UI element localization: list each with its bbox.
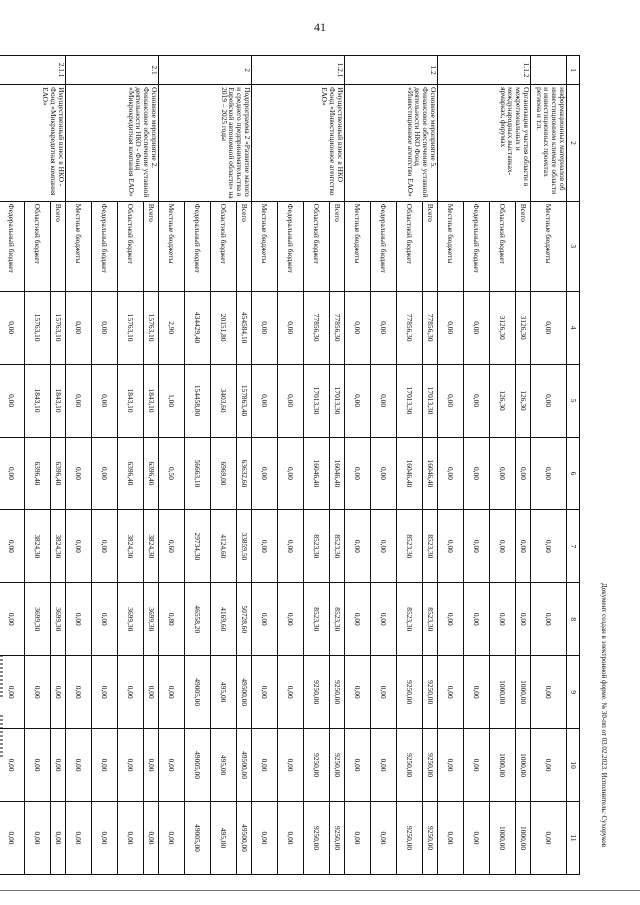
amount-cell: 0,00 — [438, 656, 464, 729]
amount-cell: 77856,30 — [423, 291, 438, 364]
amount-cell: 0,00 — [345, 583, 371, 656]
amount-cell: 4124,60 — [211, 510, 237, 583]
amount-cell: 0,00 — [345, 510, 371, 583]
funding-source: Местные бюджеты — [531, 201, 567, 291]
item-number: 2 — [159, 56, 252, 85]
amount-cell: 495,00 — [211, 729, 237, 802]
item-number: 1.2.1 — [252, 56, 345, 85]
amount-cell: 15763,10 — [118, 291, 144, 364]
funding-source: Областной бюджет — [25, 201, 51, 291]
amount-cell: 0,00 — [278, 364, 304, 437]
amount-cell: 0,00 — [92, 802, 118, 875]
table-row — [330, 56, 345, 875]
funding-source: Областной бюджет — [118, 201, 144, 291]
amount-cell: 0,00 — [438, 510, 464, 583]
column-number: 4 — [567, 291, 580, 364]
column-number: 5 — [567, 364, 580, 437]
funding-source: Областной бюджет — [211, 201, 237, 291]
amount-cell: 0,00 — [66, 437, 92, 510]
amount-cell: 0,00 — [371, 729, 397, 802]
amount-cell: 63632,60 — [237, 437, 252, 510]
item-description: Организация участия области в межрегиональных и международных выставках-ярмарках, форумах — [438, 85, 531, 202]
amount-cell: 0,00 — [0, 364, 25, 437]
amount-cell: 17013,30 — [423, 364, 438, 437]
amount-cell: 3699,30 — [51, 583, 66, 656]
amount-cell: 3824,30 — [118, 510, 144, 583]
funding-source: Областной бюджет — [304, 201, 330, 291]
amount-cell: 9250,00 — [397, 729, 423, 802]
amount-cell: 33859,50 — [237, 510, 252, 583]
table-row — [516, 56, 531, 875]
amount-cell: 9250,00 — [330, 656, 345, 729]
amount-cell: 0,00 — [531, 364, 567, 437]
amount-cell: 0,00 — [464, 802, 490, 875]
amount-cell: 9250,00 — [423, 729, 438, 802]
funding-source: Федеральный бюджет — [92, 201, 118, 291]
amount-cell: 1000,00 — [516, 656, 531, 729]
funding-source: Всего — [237, 201, 252, 291]
amount-cell: 0,00 — [92, 364, 118, 437]
amount-cell: 8523,30 — [423, 583, 438, 656]
column-number: 2 — [567, 85, 580, 202]
funding-source: Всего — [330, 201, 345, 291]
amount-cell: 0,00 — [92, 291, 118, 364]
funding-source: Местные бюджеты — [252, 201, 278, 291]
amount-cell: 0,00 — [278, 291, 304, 364]
amount-cell: 0,00 — [66, 802, 92, 875]
amount-cell: 0,00 — [278, 437, 304, 510]
amount-cell: 1,00 — [159, 364, 185, 437]
amount-cell: 0,00 — [51, 802, 66, 875]
amount-cell: 3699,30 — [118, 583, 144, 656]
amount-cell: 0,00 — [144, 656, 159, 729]
amount-cell: 9250,00 — [423, 656, 438, 729]
amount-cell: 15763,10 — [25, 291, 51, 364]
amount-cell: 17013,30 — [330, 364, 345, 437]
funding-source: Областной бюджет — [490, 201, 516, 291]
column-number: 1 — [567, 56, 580, 85]
amount-cell: 0,00 — [51, 729, 66, 802]
amount-cell: 0,00 — [252, 729, 278, 802]
amount-cell: 9250,00 — [397, 802, 423, 875]
amount-cell: 1843,10 — [144, 364, 159, 437]
amount-cell: 0,00 — [252, 510, 278, 583]
amount-cell: 9250,00 — [304, 656, 330, 729]
funding-source: Федеральный бюджет — [0, 201, 25, 291]
amount-cell: 0,00 — [252, 583, 278, 656]
amount-cell: 8523,30 — [423, 510, 438, 583]
amount-cell: 3126,30 — [516, 291, 531, 364]
amount-cell: 0,00 — [252, 437, 278, 510]
amount-cell: 4169,60 — [211, 583, 237, 656]
amount-cell: 0,00 — [490, 583, 516, 656]
amount-cell: 0,00 — [531, 583, 567, 656]
amount-cell: 0,00 — [0, 437, 25, 510]
amount-cell: 0,00 — [66, 656, 92, 729]
amount-cell: 0,00 — [438, 291, 464, 364]
column-number: 9 — [567, 656, 580, 729]
funding-source: Всего — [51, 201, 66, 291]
amount-cell: 0,00 — [345, 656, 371, 729]
amount-cell: 9250,00 — [330, 729, 345, 802]
amount-cell: 77856,30 — [304, 291, 330, 364]
amount-cell: 0,00 — [278, 802, 304, 875]
amount-cell: 0,00 — [252, 364, 278, 437]
amount-cell: 15763,10 — [144, 291, 159, 364]
amount-cell: 0,00 — [438, 583, 464, 656]
amount-cell: 0,00 — [0, 729, 25, 802]
amount-cell: 16046,40 — [397, 437, 423, 510]
amount-cell: 8523,30 — [304, 583, 330, 656]
amount-cell: 49005,00 — [185, 656, 211, 729]
amount-cell: 0,00 — [278, 583, 304, 656]
amount-cell: 77856,30 — [330, 291, 345, 364]
amount-cell: 0,00 — [345, 729, 371, 802]
amount-cell: 0,00 — [0, 291, 25, 364]
amount-cell: 0,00 — [66, 364, 92, 437]
amount-cell: 0,00 — [438, 802, 464, 875]
amount-cell: 0,00 — [438, 729, 464, 802]
bottom-rule — [0, 890, 640, 891]
amount-cell: 9250,00 — [423, 802, 438, 875]
amount-cell: 0,00 — [516, 510, 531, 583]
item-description: Подпрограмма 2 «Развитие малого и среднего предпринимательства в Еврейской автономной области» на 2019 – 2025 годы — [159, 85, 252, 202]
amount-cell: 0,00 — [159, 802, 185, 875]
amount-cell: 0,00 — [438, 364, 464, 437]
amount-cell: 0,00 — [0, 583, 25, 656]
funding-source: Местные бюджеты — [345, 201, 371, 291]
amount-cell: 0,00 — [371, 583, 397, 656]
amount-cell: 3824,30 — [144, 510, 159, 583]
amount-cell: 0,00 — [516, 437, 531, 510]
amount-cell: 495,00 — [211, 802, 237, 875]
amount-cell: 20151,80 — [211, 291, 237, 364]
amount-cell: 49005,00 — [185, 729, 211, 802]
funding-source: Всего — [144, 201, 159, 291]
amount-cell: 0,00 — [464, 437, 490, 510]
amount-cell: 0,00 — [0, 656, 25, 729]
amount-cell: 0,00 — [25, 729, 51, 802]
amount-cell: 56663,10 — [185, 437, 211, 510]
amount-cell: 126,30 — [490, 364, 516, 437]
amount-cell: 0,50 — [159, 437, 185, 510]
column-number: 6 — [567, 437, 580, 510]
amount-cell: 49500,00 — [237, 802, 252, 875]
column-number: 7 — [567, 510, 580, 583]
amount-cell: 0,00 — [490, 437, 516, 510]
amount-cell: 6396,40 — [51, 437, 66, 510]
funding-source: Федеральный бюджет — [371, 201, 397, 291]
rotated-page — [7, 55, 608, 875]
amount-cell: 0,00 — [371, 291, 397, 364]
amount-cell: 0,00 — [252, 802, 278, 875]
amount-cell: 1000,00 — [490, 802, 516, 875]
amount-cell: 0,00 — [118, 802, 144, 875]
amount-cell: 0,00 — [371, 510, 397, 583]
amount-cell: 126,30 — [516, 364, 531, 437]
amount-cell: 49500,00 — [237, 729, 252, 802]
amount-cell: 2,90 — [159, 291, 185, 364]
amount-cell: 0,60 — [159, 510, 185, 583]
amount-cell: 0,00 — [464, 510, 490, 583]
amount-cell: 3126,30 — [490, 291, 516, 364]
amount-cell: 0,00 — [531, 802, 567, 875]
funding-source: Всего — [516, 201, 531, 291]
amount-cell: 0,00 — [438, 437, 464, 510]
amount-cell: 0,00 — [92, 510, 118, 583]
amount-cell: 0,00 — [464, 583, 490, 656]
amount-cell: 49005,00 — [185, 802, 211, 875]
amount-cell: 16046,40 — [304, 437, 330, 510]
amount-cell: 77856,30 — [397, 291, 423, 364]
amount-cell: 0,00 — [464, 656, 490, 729]
amount-cell: 0,00 — [66, 583, 92, 656]
item-number: 2.1 — [66, 56, 159, 85]
amount-cell: 3699,30 — [144, 583, 159, 656]
amount-cell: 16046,40 — [423, 437, 438, 510]
amount-cell: 0,00 — [51, 656, 66, 729]
amount-cell: 3824,30 — [25, 510, 51, 583]
amount-cell: 0,00 — [66, 729, 92, 802]
amount-cell: 0,00 — [0, 802, 25, 875]
table-body — [0, 56, 580, 875]
amount-cell: 0,00 — [66, 510, 92, 583]
amount-cell: 0,00 — [92, 583, 118, 656]
amount-cell: 495,00 — [211, 656, 237, 729]
amount-cell: 1843,10 — [51, 364, 66, 437]
electronic-doc-stamp: Документ создан в электронной форме. № 30-пп от 03.02.2023. Исполнитель: Сухоруков — [600, 583, 608, 847]
amount-cell: 1000,00 — [516, 802, 531, 875]
table-row — [423, 56, 438, 875]
amount-cell: 0,00 — [464, 364, 490, 437]
amount-cell: 3699,30 — [25, 583, 51, 656]
amount-cell: 0,00 — [144, 802, 159, 875]
amount-cell: 9250,00 — [330, 802, 345, 875]
amount-cell: 0,00 — [144, 729, 159, 802]
funding-source: Всего — [423, 201, 438, 291]
amount-cell: 0,00 — [464, 291, 490, 364]
amount-cell: 0,00 — [0, 510, 25, 583]
amount-cell: 46558,20 — [185, 583, 211, 656]
amount-cell: 0,00 — [92, 437, 118, 510]
amount-cell: 0,00 — [278, 510, 304, 583]
amount-cell: 0,00 — [25, 656, 51, 729]
amount-cell: 1843,10 — [25, 364, 51, 437]
amount-cell: 0,00 — [25, 802, 51, 875]
amount-cell: 9250,00 — [304, 729, 330, 802]
item-number: 2.1.1 — [0, 56, 66, 85]
amount-cell: 9250,00 — [397, 656, 423, 729]
funding-source: Местные бюджеты — [66, 201, 92, 291]
amount-cell: 0,00 — [159, 656, 185, 729]
page-number: 41 — [314, 20, 326, 34]
funding-source: Федеральный бюджет — [185, 201, 211, 291]
amount-cell: 8523,30 — [330, 583, 345, 656]
amount-cell: 0,00 — [92, 729, 118, 802]
amount-cell: 6396,40 — [144, 437, 159, 510]
item-description: информационных материалов об инвестиционном климате области и инвестиционных проектах региона и т.п. — [531, 85, 567, 202]
amount-cell: 0,00 — [516, 583, 531, 656]
funding-source: Местные бюджеты — [159, 201, 185, 291]
amount-cell: 3403,60 — [211, 364, 237, 437]
amount-cell: 0,00 — [252, 656, 278, 729]
table-row — [51, 56, 66, 875]
item-description: Основное мероприятие 5. Финансовое обеспечение уставной деятельности НКО Фонд «Инвестиционное агентство ЕАО» — [345, 85, 438, 202]
funding-source: Федеральный бюджет — [464, 201, 490, 291]
amount-cell: 0,00 — [118, 729, 144, 802]
funding-source: Местные бюджеты — [438, 201, 464, 291]
item-description: Основное мероприятие 2. Финансовое обеспечение уставной деятельности НКО - Фонд «Микрокредитная компания ЕАО» — [66, 85, 159, 202]
amount-cell: 49500,00 — [237, 656, 252, 729]
table-row — [531, 56, 567, 875]
amount-cell: 0,00 — [371, 437, 397, 510]
amount-cell: 29734,30 — [185, 510, 211, 583]
amount-cell: 17013,30 — [304, 364, 330, 437]
amount-cell: 0,00 — [345, 364, 371, 437]
amount-cell: 0,00 — [531, 291, 567, 364]
amount-cell: 0,00 — [252, 291, 278, 364]
amount-cell: 0,00 — [490, 510, 516, 583]
amount-cell: 0,00 — [278, 656, 304, 729]
amount-cell: 0,00 — [159, 729, 185, 802]
funding-source: Федеральный бюджет — [278, 201, 304, 291]
item-description: Имущественный взнос в НКО - Фонд «Микрокредитная компания ЕАО» — [0, 85, 66, 202]
amount-cell: 434429,40 — [185, 291, 211, 364]
amount-cell: 1000,00 — [516, 729, 531, 802]
amount-cell: 50728,60 — [237, 583, 252, 656]
amount-cell: 0,00 — [66, 291, 92, 364]
amount-cell: 0,00 — [345, 437, 371, 510]
table-row — [144, 56, 159, 875]
column-number: 11 — [567, 802, 580, 875]
funding-source: Областной бюджет — [397, 201, 423, 291]
amount-cell: 0,00 — [371, 364, 397, 437]
amount-cell: 0,00 — [278, 729, 304, 802]
amount-cell: 1000,00 — [490, 729, 516, 802]
amount-cell: 157863,40 — [237, 364, 252, 437]
amount-cell: 17013,30 — [397, 364, 423, 437]
amount-cell: 9250,00 — [304, 802, 330, 875]
amount-cell: 0,00 — [345, 802, 371, 875]
amount-cell: 0,00 — [371, 656, 397, 729]
column-number: 8 — [567, 583, 580, 656]
amount-cell: 0,80 — [159, 583, 185, 656]
amount-cell: 0,00 — [464, 729, 490, 802]
amount-cell: 1000,00 — [490, 656, 516, 729]
amount-cell: 454584,10 — [237, 291, 252, 364]
amount-cell: 1843,10 — [118, 364, 144, 437]
amount-cell: 6396,40 — [25, 437, 51, 510]
item-number: 1.2 — [345, 56, 438, 85]
amount-cell: 0,00 — [118, 656, 144, 729]
amount-cell: 3824,30 — [51, 510, 66, 583]
amount-cell: 6969,00 — [211, 437, 237, 510]
amount-cell: 0,00 — [531, 656, 567, 729]
budget-table — [0, 55, 580, 875]
item-number — [531, 56, 567, 85]
amount-cell: 15763,10 — [51, 291, 66, 364]
amount-cell: 0,00 — [531, 510, 567, 583]
amount-cell: 154458,80 — [185, 364, 211, 437]
column-number-row — [567, 56, 580, 875]
amount-cell: 0,00 — [371, 802, 397, 875]
budget-table-container — [7, 55, 608, 875]
amount-cell: 6396,40 — [118, 437, 144, 510]
item-description: Имущественный взнос в НКО Фонд «Инвестиционное агентство ЕАО» — [252, 85, 345, 202]
amount-cell: 0,00 — [531, 729, 567, 802]
amount-cell: 16046,40 — [330, 437, 345, 510]
item-number: 1.1.2 — [438, 56, 531, 85]
column-number: 3 — [567, 201, 580, 291]
column-number: 10 — [567, 729, 580, 802]
amount-cell: 0,00 — [92, 656, 118, 729]
amount-cell: 8523,30 — [330, 510, 345, 583]
table-row — [237, 56, 252, 875]
amount-cell: 0,00 — [345, 291, 371, 364]
amount-cell: 8523,30 — [397, 510, 423, 583]
amount-cell: 8523,30 — [304, 510, 330, 583]
amount-cell: 0,00 — [531, 437, 567, 510]
amount-cell: 8523,30 — [397, 583, 423, 656]
